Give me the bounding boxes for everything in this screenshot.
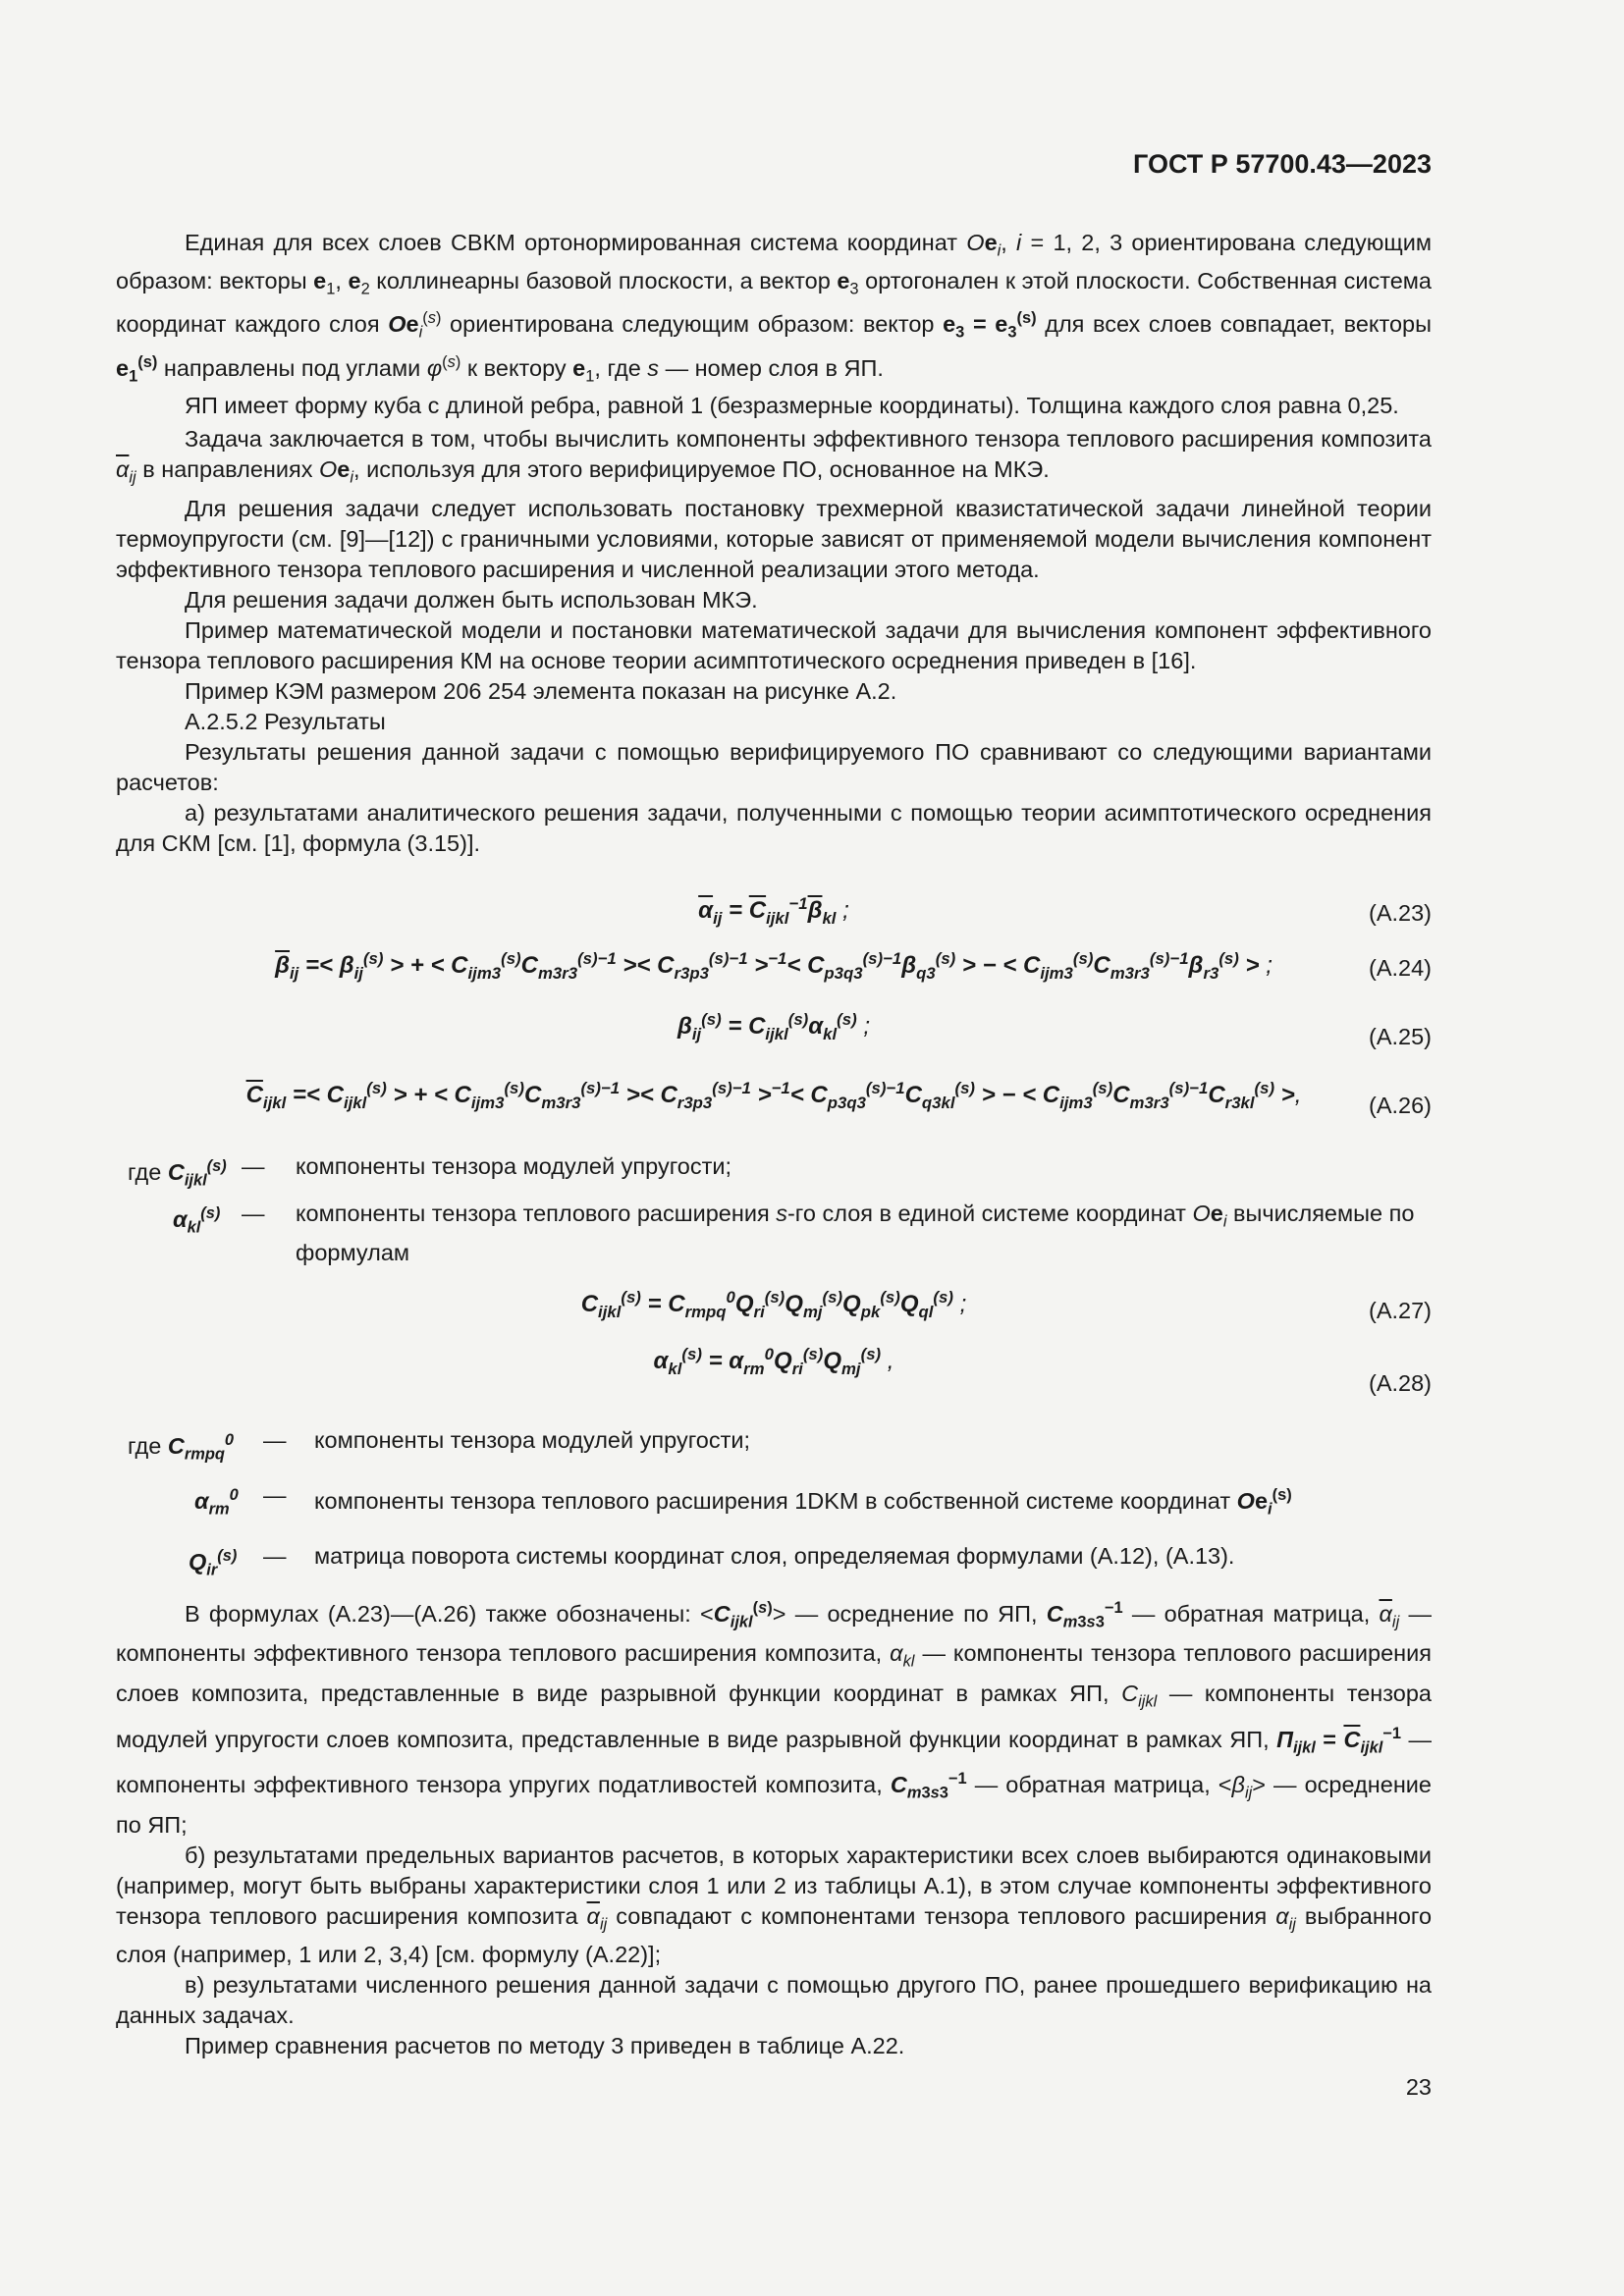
page-number: 23 (1405, 2074, 1432, 2100)
paragraph-variant-b: б) результатами предельных вариантов расчетов, в которых характеристики всех слоев выбираются одинаковыми (например, могут быть выбраны характеристики слоя 1 или 2 из таблицы А.1), в этом случае компоненты эффективного тензора теплового расширения композита $\overline{\alpha}_{ij}$ совпадают с компонентами тензора теплового расширения $\alpha_{ij}$ выбранного слоя (например, 1 или 2, 3,4) [см. формулу (А.22)]; (116, 1842, 1433, 1968)
paragraph-cube: ЯП имеет форму куба с длиной ребра, равной 1 (безразмерные координаты). Толщина каждого слоя равна 0,25. (185, 393, 1399, 419)
formula-a25: $\beta_{ij}^{(s)} = C_{ijkl}^{(s)}\alpha_{kl}^{(s)}$ ; (А.25) (116, 1004, 1432, 1061)
section-heading: А.2.5.2 Результаты (185, 709, 386, 735)
paragraph-fem: Для решения задачи должен быть использован МКЭ. (185, 587, 758, 614)
paragraph-variant-c: в) результатами численного решения данной задачи с помощью другого ПО, ранее прошедшего верификацию на данных задачах. (116, 1972, 1432, 2029)
paragraph-variant-a: а) результатами аналитического решения задачи, полученными с помощью теории асимптотического осреднения для СКМ [см. [1], формула (3.15)]. (116, 800, 1432, 857)
definition-c-rmpq: где $C_{rmpq}^0$ — компоненты тензора модулей упругости; (128, 1426, 750, 1464)
formula-number: (А.27) (1369, 1297, 1432, 1323)
formula-number: (А.23) (1369, 900, 1432, 927)
formula-number: (А.25) (1369, 1024, 1432, 1050)
paragraph-results: Результаты решения данной задачи с помощью верифицируемого ПО сравнивают со следующими вариантами расчетов: (116, 739, 1432, 796)
paragraph-coordinate-system: Единая для всех слоев СВКМ ортонормированная система координат $Oe_i$, i = 1, 2, 3 ориентирована следующим образом: векторы $e_1$, $e_2$ коллинеарны базовой плоскости, а вектор $e_3$ ортогонален к этой плоскости. Собственная система координат каждого слоя $Oe_i^{(s)}$ ориентирована следующим образом: вектор $e_3 = e_3^{(s)}$ для всех слоев совпадает, векторы $e_1^{(s)}$ направлены под углами $\varphi^{(s)}$ к вектору $e_1$, где s — номер слоя в ЯП. (116, 230, 1433, 386)
formula-a23: $\overline{\alpha}_{ij} = \overline{C}_{ijkl}^{-1}\overline{\beta}_{kl}$ ; (А.23) (698, 894, 1432, 928)
paragraph-comparison: Пример сравнения расчетов по методу 3 приведен в таблице А.22. (185, 2033, 905, 2059)
formula-number: (А.28) (1369, 1369, 1432, 1396)
definition-q-ir: $Q_{ir}^{(s)}$ — матрица поворота системы координат слоя, определяемая формулами (А.12), (А.13). (189, 1542, 1235, 1579)
definition-c-ijkl: где $C_{ijkl}^{(s)}$ — компоненты тензора модулей упругости; (128, 1153, 731, 1190)
formula-number: (А.24) (1369, 955, 1432, 982)
paragraph-example-model: Пример математической модели и постановки математической задачи для вычисления компонент эффективного тензора теплового расширения КМ на основе теории асимптотического осреднения приведен в [16]. (116, 617, 1432, 674)
formula-a27: $C_{ijkl}^{(s)} = C_{rmpq}^0Q_{ri}^{(s)}Q_{mj}^{(s)}Q_{pk}^{(s)}Q_{ql}^{(s)}$ ; (А.27) (116, 1282, 1432, 1339)
paragraph-notation: В формулах (А.23)—(А.26) также обозначены: $<C_{ijkl}^{(s)}>$ — осреднение по ЯП, $C_{m3s3}^{-1}$ — обратная матрица, $\overline{\alpha}_{ij}$ — компоненты эффективного тензора теплового расширения композита, $\alpha_{kl}$ — компоненты тензора теплового расширения слоев композита, представленные в виде разрывной функции координат в рамках ЯП, $C_{ijkl}$ — компоненты тензора модулей упругости слоев композита, представленные в виде разрывной функции координат в рамках ЯП, $\Pi_{ijkl} = \overline{C}_{ijkl}^{-1}$ — компоненты эффективного тензора упругих податливостей композита, $C_{m3s3}^{-1}$ — обратная матрица, $<\beta_{ij}>$ — осреднение по ЯП; (116, 1598, 1433, 1838)
paragraph-fem-size: Пример КЭМ размером 206 254 элемента показан на рисунке А.2. (185, 678, 897, 705)
paragraph-formulation: Для решения задачи следует использовать постановку трехмерной квазистатической задачи линейной теории термоупругости (см. [9]—[12]) с граничными условиями, которые зависят от применяемой модели вычисления компонент эффективного тензора теплового расширения и численной реализации этого метода. (116, 496, 1432, 583)
document-header: ГОСТ Р 57700.43—2023 (1133, 149, 1432, 179)
definition-alpha-kl: $\alpha_{kl}^{(s)}$ — компоненты тензора теплового расширения s-го слоя в единой системе координат $Oe_i$ вычисляемые по формулам (173, 1201, 1415, 1265)
formula-a26: $\overline{C}_{ijkl} =< C_{ijkl}^{(s)}$ > + < $C_{ijm3}^{(s)}C_{m3r3}^{(s)-1} >< C_{r3p3}^{(s)-1} >^{-1}< C_{p3q3}^{(s)-1}C_{q3kl}^{(s)}$ > − < $C_{ijm3}^{(s)}C_{m3r3}^{(s)-1}C_{r3kl}^{(s)}$ >, (А.26) (116, 1061, 1432, 1136)
formula-a28: $\alpha_{kl}^{(s)} = \alpha_{rm}^0Q_{ri}^{(s)}Q_{mj}^{(s)}$ , (А.28) (116, 1339, 1432, 1412)
formula-a24: $\overline{\beta}_{ij} =< \beta_{ij}^{(s)}$ > + < $C_{ijm3}^{(s)}C_{m3r3}^{(s)-1} >< C_{r3p3}^{(s)-1} >^{-1}< C_{p3q3}^{(s)-1}\beta_{q3}^{(s)}$ > − < $C_{ijm3}^{(s)}C_{m3r3}^{(s)-1}\beta_{r3}^{(s)}$ > ; (А.24) (275, 949, 1432, 983)
definition-alpha-rm: $\alpha_{rm}^0$ — компоненты тензора теплового расширения 1DKM в собственной системе координат $Oe_i^{(s)}$ (194, 1481, 1292, 1519)
paragraph-task: Задача заключается в том, чтобы вычислить компоненты эффективного тензора теплового расширения композита $\overline{\alpha}_{ij}$ в направлениях $Oe_i$, используя для этого верифицируемое ПО, основанное на МКЭ. (116, 426, 1432, 488)
formula-number: (А.26) (1369, 1093, 1432, 1119)
page-body (116, 147, 1432, 2061)
